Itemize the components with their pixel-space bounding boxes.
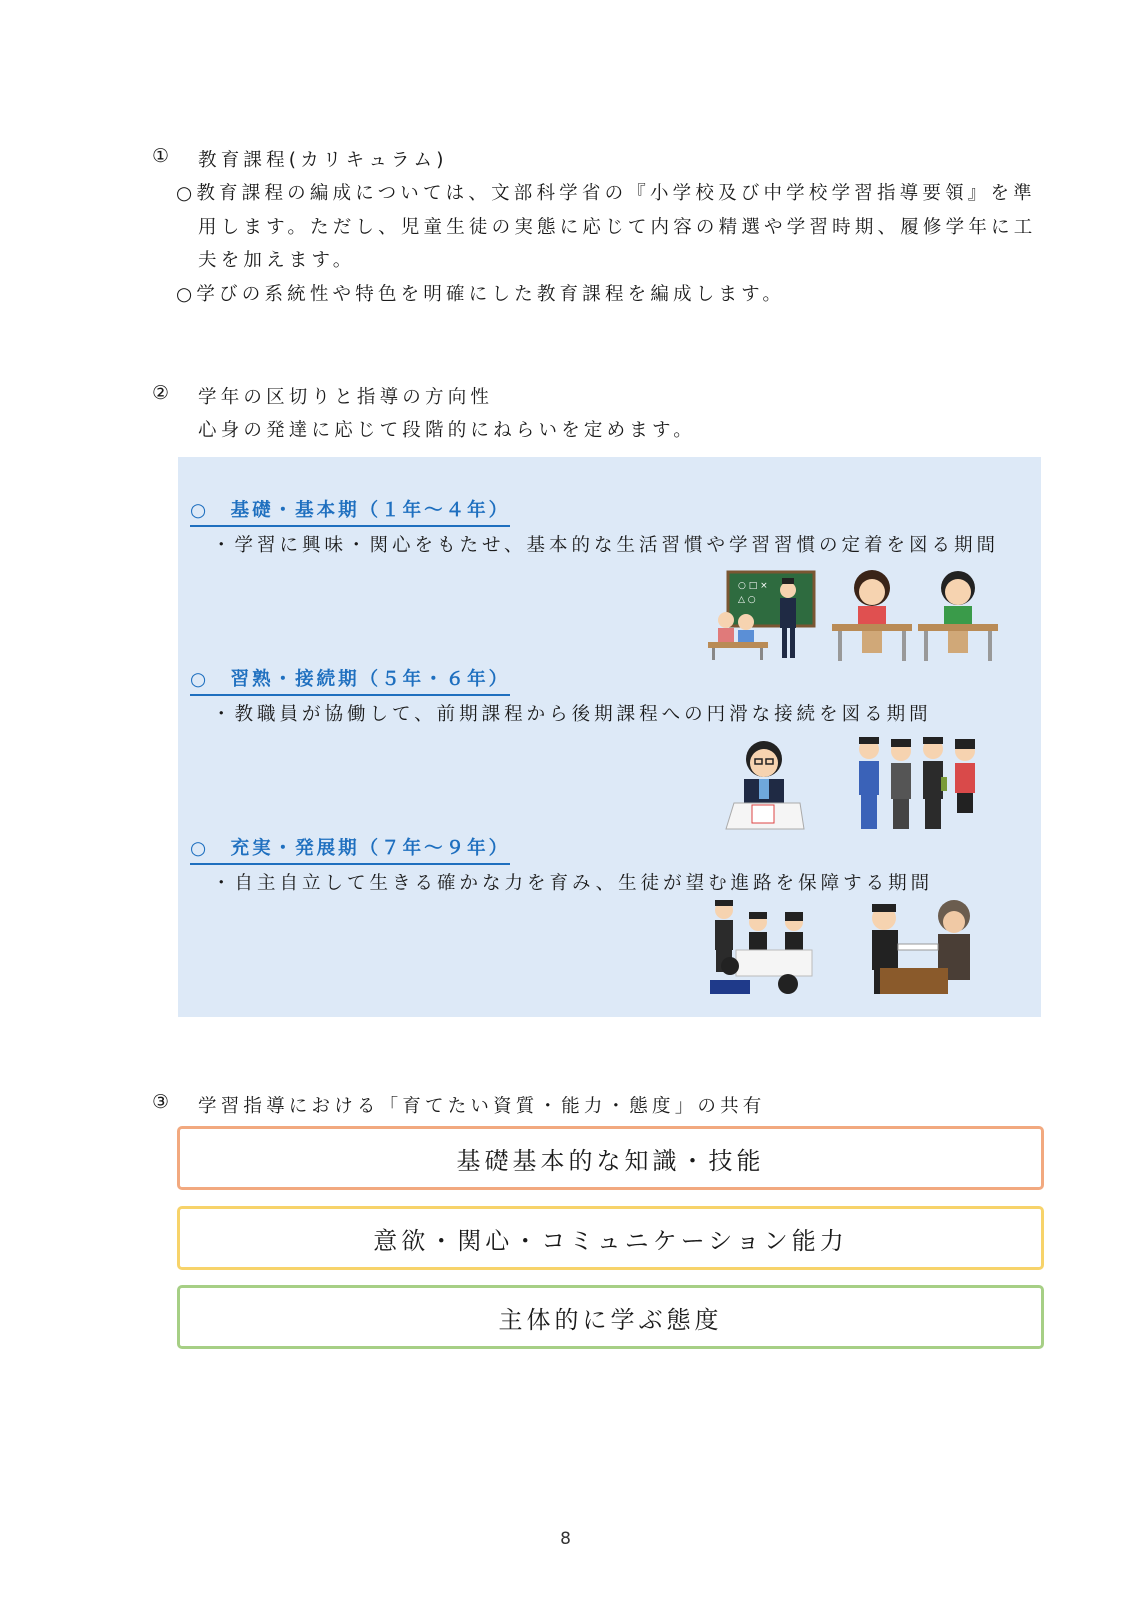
quality-box-label: 主体的に学ぶ態度: [498, 1305, 723, 1334]
section1-bullet2: ○学びの系統性や特色を明確にした教育課程を編成します。: [176, 284, 786, 305]
students-group-work-illustration: [710, 900, 816, 998]
teacher-grading-illustration: [722, 735, 804, 833]
section1-number: ①: [152, 145, 171, 167]
stage-title-3: ○ 充実・発展期（７年～９年）: [190, 834, 510, 865]
stage-title-1: ○ 基礎・基本期（１年～４年）: [190, 496, 510, 527]
girl-at-desk-illustration: [832, 566, 912, 664]
quality-box-label: 意欲・関心・コミュニケーション能力: [373, 1226, 848, 1255]
section1-bullet1-line3: 夫を加えます。: [198, 250, 356, 271]
section1-heading: 教育課程(カリキュラム): [198, 150, 448, 171]
quality-box-label: 基礎基本的な知識・技能: [456, 1146, 765, 1175]
stage-title-2: ○ 習熟・接続期（５年・６年）: [190, 665, 510, 696]
section2-heading: 学年の区切りと指導の方向性: [198, 387, 494, 408]
section3-heading: 学習指導における「育てたい資質・能力・態度」の共有: [198, 1096, 766, 1117]
stage-desc-2: ・教職員が協働して、前期課程から後期課程への円滑な接続を図る期間: [212, 704, 932, 725]
quality-box-attitude: [177, 1285, 1044, 1349]
certificate-handover-illustration: [862, 898, 980, 996]
svg-text:△ ○: △ ○: [738, 595, 756, 605]
section1-bullet1-line2: 用します。ただし、児童生徒の実態に応じて内容の精選や学習時期、履修学年に工: [198, 217, 1037, 238]
quality-box-knowledge: [177, 1126, 1044, 1190]
page-number: 8: [560, 1529, 571, 1549]
stage-desc-1: ・学習に興味・関心をもたせ、基本的な生活習慣や学習習慣の定着を図る期間: [212, 535, 999, 556]
section2-number: ②: [152, 382, 171, 404]
boy-at-desk-illustration: [918, 566, 998, 664]
svg-text:○ □ ×: ○ □ ×: [738, 581, 768, 591]
section3-number: ③: [152, 1091, 171, 1113]
section1-bullet1-line1: ○教育課程の編成については、文部科学省の『小学校及び中学校学習指導要領』を準: [176, 183, 1036, 204]
quality-box-motivation: [177, 1206, 1044, 1270]
stage-desc-3: ・自主自立して生きる確かな力を育み、生徒が望む進路を保障する期間: [212, 873, 934, 894]
classroom-teacher-illustration: [708, 570, 818, 662]
section2-intro: 心身の発達に応じて段階的にねらいを定めます。: [198, 420, 696, 441]
staff-group-illustration: [855, 737, 985, 833]
